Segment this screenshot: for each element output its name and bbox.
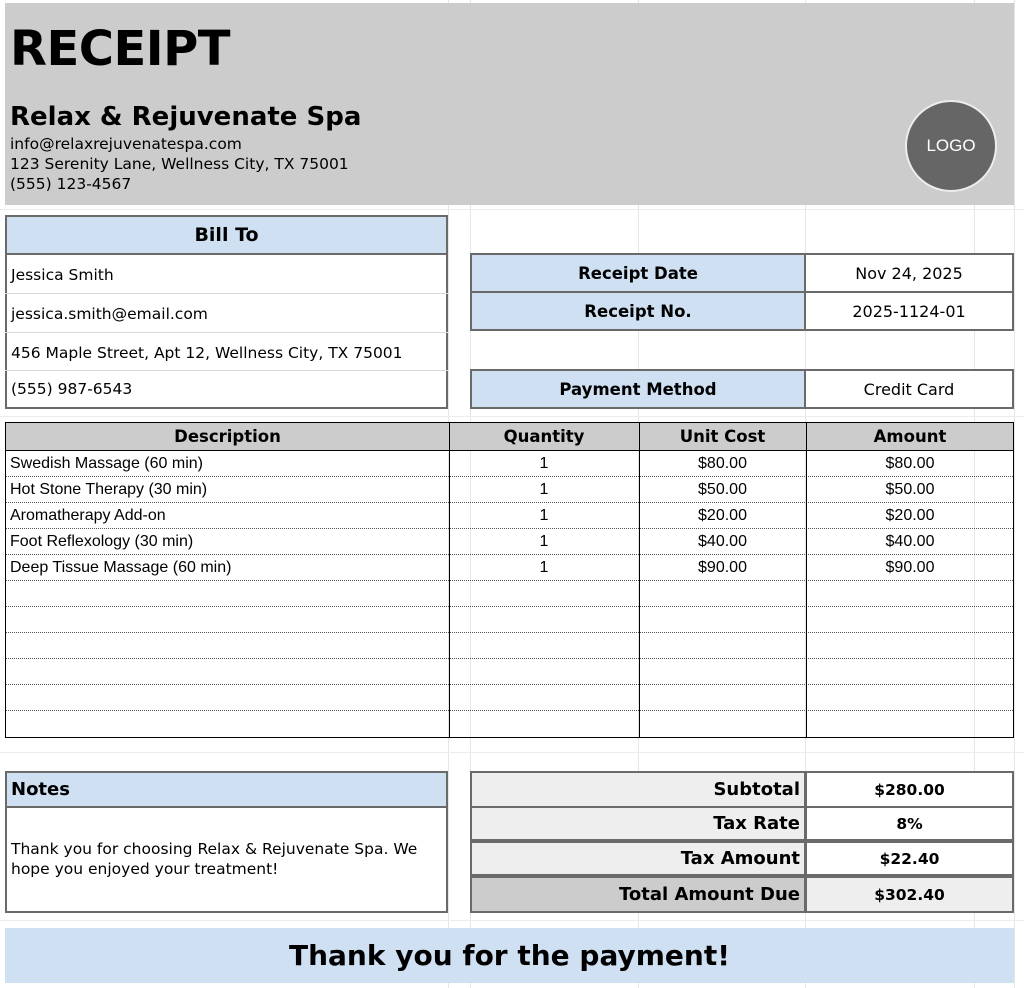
total-due-label: Total Amount Due: [470, 876, 806, 913]
subtotal-label: Subtotal: [470, 771, 806, 808]
column-divider: [639, 423, 640, 737]
bill-to-name: Jessica Smith: [5, 255, 448, 294]
item-amount: $80.00: [885, 454, 935, 472]
company-address: 123 Serenity Lane, Wellness City, TX 75001: [10, 155, 349, 173]
table-row: [6, 477, 1013, 503]
table-row: [6, 451, 1013, 477]
table-row: [6, 555, 1013, 581]
bill-to-email: jessica.smith@email.com: [5, 294, 448, 333]
tax-rate-label: Tax Rate: [470, 806, 806, 841]
tax-rate-value: 8%: [805, 806, 1014, 841]
grid-line: [0, 920, 1024, 921]
tax-amount-value: $22.40: [805, 841, 1014, 876]
item-description: [10, 685, 448, 710]
item-quantity: 1: [539, 480, 549, 498]
item-unit-cost: $50.00: [698, 480, 747, 498]
column-divider: [806, 423, 807, 737]
table-row: [6, 633, 1013, 659]
item-quantity: [449, 685, 639, 710]
item-unit-cost: [639, 607, 806, 632]
item-unit-cost: [639, 633, 806, 658]
bill-to-address: 456 Maple Street, Apt 12, Wellness City, TX 75001: [5, 333, 448, 372]
item-quantity: 1: [539, 558, 549, 576]
item-unit-cost: $90.00: [698, 558, 747, 576]
total-due-value: $302.40: [805, 876, 1014, 913]
item-unit-cost: $20.00: [698, 506, 747, 524]
item-amount: [806, 581, 1014, 606]
grid-line: [0, 416, 1024, 417]
item-quantity: [449, 659, 639, 684]
item-quantity: [449, 633, 639, 658]
items-table-header: [6, 423, 1013, 451]
receipt-number-value: 2025-1124-01: [804, 291, 1014, 331]
item-unit-cost: [639, 685, 806, 710]
company-name: Relax & Rejuvenate Spa: [10, 102, 362, 132]
grid-line: [0, 209, 1024, 210]
payment-method-label: Payment Method: [470, 369, 806, 409]
column-header-description: Description: [174, 427, 281, 446]
item-unit-cost: [639, 659, 806, 684]
column-header-amount: Amount: [873, 427, 947, 446]
item-amount: $20.00: [885, 506, 935, 524]
subtotal-value: $280.00: [805, 771, 1014, 808]
item-description: [10, 633, 448, 658]
table-row: [6, 581, 1013, 607]
item-unit-cost: $40.00: [698, 532, 747, 550]
item-amount: [806, 685, 1014, 710]
bill-to-phone: (555) 987-6543: [5, 371, 448, 409]
item-amount: $40.00: [885, 532, 935, 550]
item-amount: [806, 711, 1014, 736]
column-divider: [449, 423, 450, 737]
company-phone: (555) 123-4567: [10, 175, 132, 193]
table-row: [6, 529, 1013, 555]
notes-heading: Notes: [5, 771, 448, 808]
item-quantity: [449, 607, 639, 632]
items-table: [5, 422, 1014, 738]
item-amount: [806, 633, 1014, 658]
item-quantity: [449, 581, 639, 606]
column-header-unit-cost: Unit Cost: [679, 427, 766, 446]
tax-amount-label: Tax Amount: [470, 841, 806, 876]
table-row: [6, 607, 1013, 633]
table-row: [6, 503, 1013, 529]
item-description: [10, 711, 448, 736]
payment-method-value: Credit Card: [804, 369, 1014, 409]
item-description: Hot Stone Therapy (30 min): [10, 480, 208, 498]
item-description: Foot Reflexology (30 min): [10, 532, 194, 550]
receipt-header: [5, 3, 1014, 205]
item-amount: $90.00: [885, 558, 935, 576]
receipt-title: RECEIPT: [10, 21, 231, 77]
grid-line: [0, 752, 1024, 753]
item-description: Swedish Massage (60 min): [10, 454, 203, 472]
item-unit-cost: $80.00: [698, 454, 747, 472]
receipt-number-label: Receipt No.: [470, 291, 806, 331]
table-row: [6, 711, 1013, 737]
item-quantity: 1: [539, 454, 549, 472]
notes-text: Thank you for choosing Relax & Rejuvenate Spa. We hope you enjoyed your treatment!: [5, 807, 448, 913]
company-email: info@relaxrejuvenatespa.com: [10, 135, 242, 153]
item-amount: [806, 607, 1014, 632]
grid-line: [1014, 0, 1015, 988]
table-row: [6, 659, 1013, 685]
item-amount: $50.00: [885, 480, 935, 498]
item-quantity: [449, 711, 639, 736]
item-description: [10, 607, 448, 632]
thank-you-banner: Thank you for the payment!: [5, 928, 1014, 983]
item-amount: [806, 659, 1014, 684]
item-description: Deep Tissue Massage (60 min): [10, 558, 232, 576]
item-quantity: 1: [539, 506, 549, 524]
item-unit-cost: [639, 581, 806, 606]
bill-to-heading: Bill To: [5, 215, 448, 255]
receipt-date-label: Receipt Date: [470, 253, 806, 293]
item-quantity: 1: [539, 532, 549, 550]
receipt-date-value: Nov 24, 2025: [804, 253, 1014, 293]
item-unit-cost: [639, 711, 806, 736]
column-header-quantity: Quantity: [503, 427, 585, 446]
table-row: [6, 685, 1013, 711]
item-description: Aromatherapy Add-on: [10, 506, 166, 524]
item-description: [10, 659, 448, 684]
logo-placeholder: LOGO: [905, 100, 997, 192]
item-description: [10, 581, 448, 606]
